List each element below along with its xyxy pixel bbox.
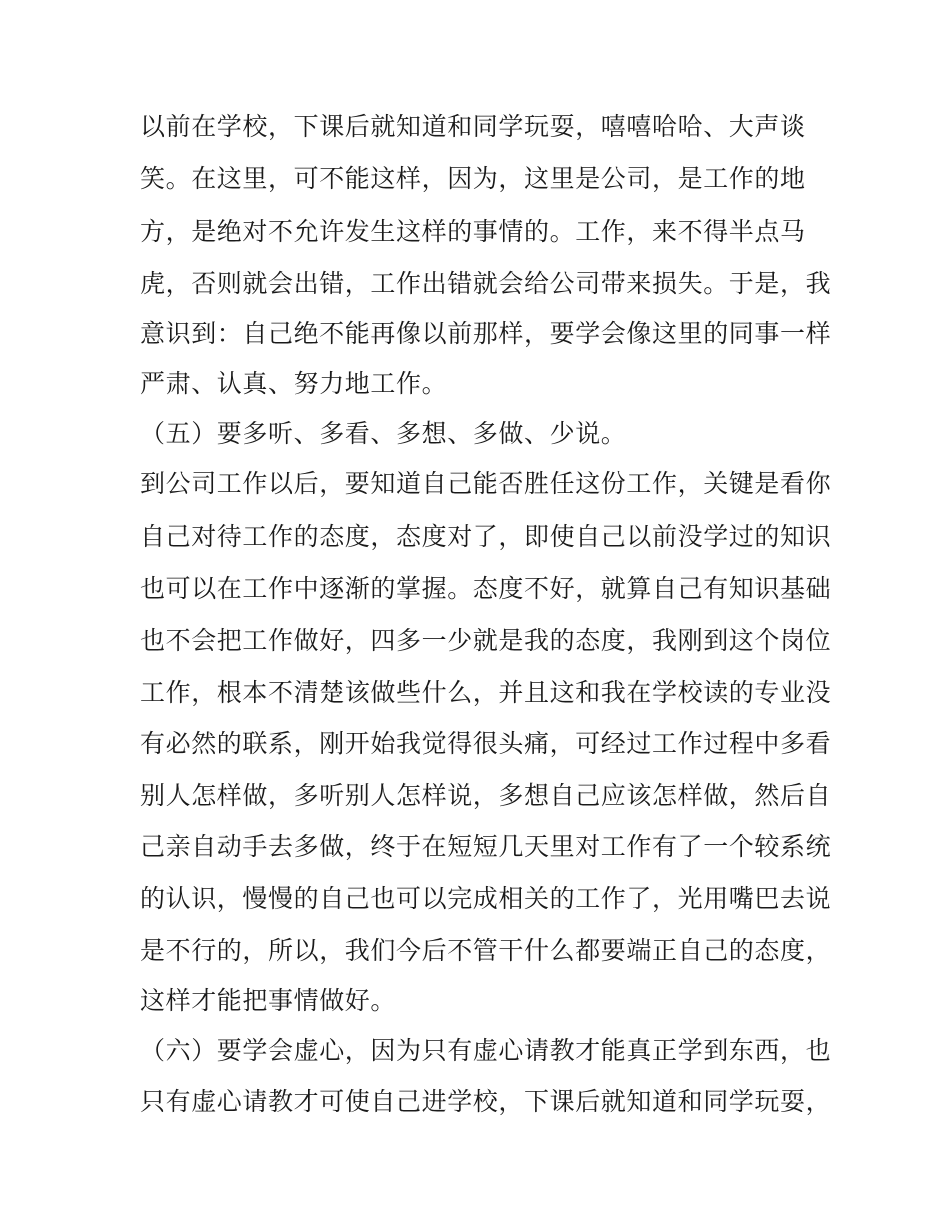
text-line: 也不会把工作做好，四多一少就是我的态度，我刚到这个岗位 bbox=[140, 626, 832, 655]
text-line: 这样才能把事情做好。 bbox=[140, 986, 397, 1015]
text-line: 笑。在这里，可不能这样，因为，这里是公司，是工作的地 bbox=[140, 164, 806, 193]
text-line: 虎，否则就会出错，工作出错就会给公司带来损失。于是，我 bbox=[140, 269, 832, 298]
text-line: 别人怎样做，多听别人怎样说，多想自己应该怎样做，然后自 bbox=[140, 781, 832, 810]
text-line: 己亲自动手去多做，终于在短短几天里对工作有了一个较系统 bbox=[140, 832, 832, 861]
text-line: 只有虚心请教才可使自己进学校，下课后就知道和同学玩耍， bbox=[140, 1087, 832, 1116]
text-line: 到公司工作以后，要知道自己能否胜任这份工作，关键是看你 bbox=[140, 469, 832, 498]
text-line: 的认识，慢慢的自己也可以完成相关的工作了，光用嘴巴去说 bbox=[140, 884, 832, 913]
text-line: 意识到：自己绝不能再像以前那样，要学会像这里的同事一样 bbox=[140, 319, 832, 348]
section-heading: （五）要多听、多看、多想、多做、少说。 bbox=[140, 419, 627, 448]
text-line: 自己对待工作的态度，态度对了，即使自己以前没学过的知识 bbox=[140, 522, 832, 551]
text-line: 严肃、认真、努力地工作。 bbox=[140, 369, 448, 398]
section-heading: （六）要学会虚心，因为只有虚心请教才能真正学到东西，也 bbox=[140, 1036, 832, 1065]
text-line: 有必然的联系，刚开始我觉得很头痛，可经过工作过程中多看 bbox=[140, 729, 832, 758]
text-line: 也可以在工作中逐渐的掌握。态度不好，就算自己有知识基础 bbox=[140, 574, 832, 603]
text-line: 方，是绝对不允许发生这样的事情的。工作，来不得半点马 bbox=[140, 217, 806, 246]
text-line: 是不行的，所以，我们今后不管干什么都要端正自己的态度， bbox=[140, 936, 832, 965]
text-line: 工作，根本不清楚该做些什么，并且这和我在学校读的专业没 bbox=[140, 678, 832, 707]
text-line: 以前在学校，下课后就知道和同学玩耍，嘻嘻哈哈、大声谈 bbox=[140, 112, 806, 141]
